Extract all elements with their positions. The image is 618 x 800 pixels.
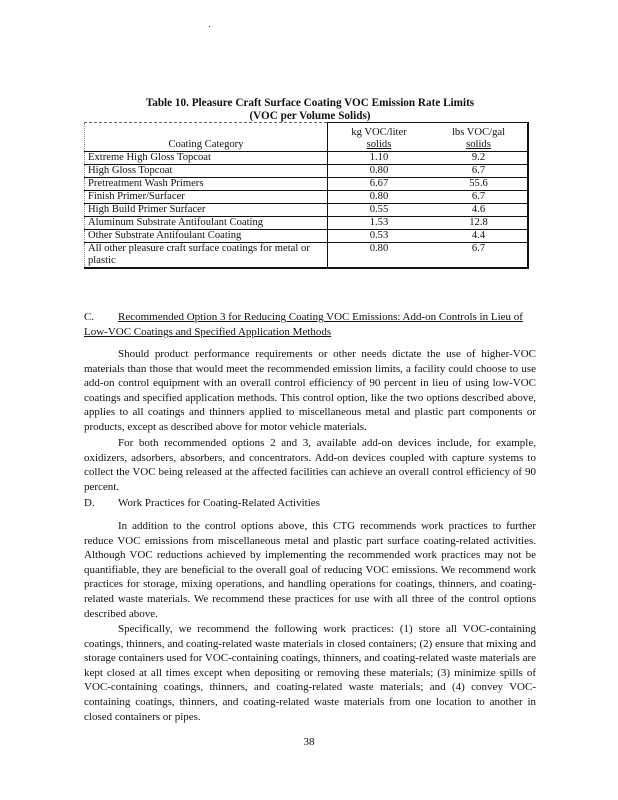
table-row bbox=[85, 191, 529, 204]
cell-category: Aluminum Substrate Antifoulant Coating bbox=[85, 217, 328, 230]
table-row bbox=[85, 165, 529, 178]
table-row bbox=[85, 217, 529, 230]
cell-kg: 6.67 bbox=[328, 178, 431, 191]
cell-category: Pretreatment Wash Primers bbox=[85, 178, 328, 191]
table-subtitle: (VOC per Volume Solids) bbox=[249, 110, 371, 122]
cell-lbs: 6.7 bbox=[430, 165, 528, 178]
table-row bbox=[85, 178, 529, 191]
voc-limits-table bbox=[84, 122, 529, 269]
cell-kg: 0.55 bbox=[328, 204, 431, 217]
table-row bbox=[85, 204, 529, 217]
cell-kg: 0.80 bbox=[328, 243, 431, 269]
table-title: Table 10. Pleasure Craft Surface Coating VOC Emission Rate Limits bbox=[145, 97, 475, 109]
cell-lbs: 6.7 bbox=[430, 191, 528, 204]
cell-kg: 0.53 bbox=[328, 230, 431, 243]
section-c-letter: C. bbox=[84, 311, 95, 323]
header-coating-category: Coating Category bbox=[85, 123, 328, 152]
table-row bbox=[85, 230, 529, 243]
cell-category: Extreme High Gloss Topcoat bbox=[85, 152, 328, 165]
section-c-title: Recommended Option 3 for Reducing Coating VOC Emissions: Add-on Controls in Lieu of Low-VOC Coatings and Specified Application Methods bbox=[84, 311, 523, 338]
cell-lbs: 4.6 bbox=[430, 204, 528, 217]
header-lbs-voc-gal: lbs VOC/gal solids bbox=[430, 123, 528, 152]
cell-category: All other pleasure craft surface coatings for metal or plastic bbox=[85, 243, 328, 269]
cell-kg: 0.80 bbox=[328, 165, 431, 178]
table-caption bbox=[80, 97, 540, 123]
cell-kg: 1.53 bbox=[328, 217, 431, 230]
header-kg-voc-liter: kg VOC/liter solids bbox=[328, 123, 431, 152]
section-d-title: Work Practices for Coating-Related Activities bbox=[118, 497, 320, 509]
scan-speck bbox=[209, 26, 210, 27]
section-d-paragraph-2: Specifically, we recommend the following work practices: (1) store all VOC-containing coatings, thinners, and coating-related waste materials in closed containers; (2) ensure that mixing and storage containers used for VOC-containing coatings, thinners, and coating-related waste materials are kept closed at all times except when depositing or removing these materials; (3) minimize spills of VOC-containing coatings, thinners, and coating-related waste materials; and (4) convey VOC-containing coatings, thinners, and coating-related waste materials from one location to another in closed containers or pipes. bbox=[84, 623, 536, 723]
cell-category: High Gloss Topcoat bbox=[85, 165, 328, 178]
table-row bbox=[85, 152, 529, 165]
cell-category: Other Substrate Antifoulant Coating bbox=[85, 230, 328, 243]
page-number: 38 bbox=[303, 736, 315, 748]
cell-lbs: 9.2 bbox=[430, 152, 528, 165]
table-header-row bbox=[85, 123, 529, 152]
section-c-paragraph-2: For both recommended options 2 and 3, available add-on devices include, for example, oxidizers, adsorbers, absorbers, and concentrators. Add-on devices coupled with capture systems to collect the VOC being released at the affected facilities can achieve an overall control efficiency of 90 percent. bbox=[84, 437, 536, 493]
cell-kg: 1.10 bbox=[328, 152, 431, 165]
section-d-letter: D. bbox=[84, 497, 95, 509]
voc-limits-table-container bbox=[84, 122, 529, 269]
section-d-paragraph-1: In addition to the control options above, this CTG recommends work practices to further reduce VOC emissions from miscellaneous metal and plastic part surface coating-related activities. Although VOC reductions achieved by implementing the recommended work practices may not be quantifiable, they are beneficial to the overall goal of reducing VOC emissions. We recommend work practices for storage, mixing operations, and handling operations for coatings, thinners, and coating-related waste materials. We recommend these practices for use with all three of the control options described above. bbox=[84, 520, 536, 620]
cell-category: High Build Primer Surfacer bbox=[85, 204, 328, 217]
cell-lbs: 4.4 bbox=[430, 230, 528, 243]
section-d-heading bbox=[84, 496, 534, 511]
section-c-paragraph-1: Should product performance requirements or other needs dictate the use of higher-VOC materials than those that would meet the recommended emission limits, a facility could choose to use add-on control equipment with an overall control efficiency of 90 percent in lieu of using low-VOC coatings and specified application methods. This control option, like the two options described above, applies to all coatings and thinners applied to miscellaneous metal and plastic part components or products, except as described above for motor vehicle materials. bbox=[84, 348, 536, 433]
cell-lbs: 55.6 bbox=[430, 178, 528, 191]
section-c-heading bbox=[84, 310, 534, 340]
cell-lbs: 6.7 bbox=[430, 243, 528, 269]
cell-lbs: 12.8 bbox=[430, 217, 528, 230]
table-row bbox=[85, 243, 529, 269]
cell-category: Finish Primer/Surfacer bbox=[85, 191, 328, 204]
cell-kg: 0.80 bbox=[328, 191, 431, 204]
